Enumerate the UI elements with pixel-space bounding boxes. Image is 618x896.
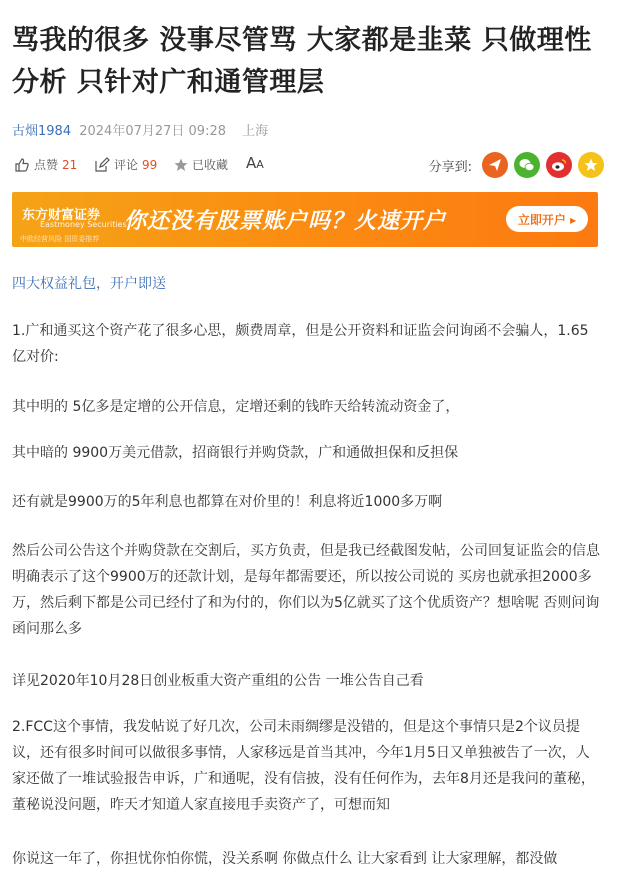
like-button[interactable] bbox=[14, 156, 77, 173]
paragraph: 还有就是9900万的5年利息也都算在对价里的！利息将近1000多万啊 bbox=[12, 494, 443, 510]
promo-link[interactable]: 四大权益礼包，开户即送 bbox=[12, 276, 166, 292]
article-meta bbox=[12, 120, 268, 139]
article-title: 骂我的很多 没事尽管骂 大家都是韭菜 只做理性分析 只针对广和通管理层 bbox=[12, 25, 592, 98]
comment-count: 99 bbox=[142, 157, 158, 172]
banner-logo-en: Eastmoney Securities bbox=[40, 220, 127, 229]
share-bar bbox=[429, 152, 604, 178]
star-icon bbox=[174, 158, 188, 172]
wechat-icon[interactable] bbox=[514, 152, 540, 178]
paragraph: 1.广和通买这个资产花了很多心思，颇费周章，但是公开资料和证监会问询函不会骗人，1.65亿对价: bbox=[12, 323, 589, 365]
favorite-star-icon[interactable] bbox=[578, 152, 604, 178]
thumbs-up-icon bbox=[14, 157, 30, 173]
edit-icon bbox=[94, 157, 110, 173]
banner-logo-tag: 中欧经营风险 国资委推荐 bbox=[20, 235, 100, 243]
paragraph: 其中暗的 9900万美元借款，招商银行并购贷款，广和通做担保和反担保 bbox=[12, 445, 459, 461]
like-count: 21 bbox=[62, 157, 78, 172]
publish-location: 上海 bbox=[242, 124, 269, 139]
paragraph: 详见2020年10月28日创业板重大资产重组的公告 一堆公告自己看 bbox=[12, 673, 424, 689]
author-link[interactable]: 古烟1984 bbox=[12, 124, 72, 139]
action-bar bbox=[14, 152, 604, 178]
paragraph: 你说这一年了，你担忧你怕你慌，没关系啊 你做点什么 让大家看到 让大家理解，都没做 bbox=[12, 851, 558, 867]
banner-logo: 东方财富证券 bbox=[22, 208, 101, 223]
font-size-small: A bbox=[256, 158, 264, 171]
font-size-large: A bbox=[246, 154, 257, 172]
paragraph: 然后公司公告这个并购贷款在交割后，买方负责，但是我已经截图发帖，公司回复证监会的信息明确表示了这个9900万的还款计划，是每年都需要还，所以按公司说的 买房也就承担2000多万，然后剩下都是公司已经付了和为付的，你们以为5亿就买了这个优质资产？想啥呢 否则问询函问那么多 bbox=[12, 543, 600, 637]
paragraph: 其中明的 5亿多是定增的公开信息，定增还剩的钱昨天给转流动资金了， bbox=[12, 399, 460, 415]
promo-banner[interactable] bbox=[12, 192, 598, 247]
share-label: 分享到: bbox=[428, 159, 472, 175]
open-account-button[interactable]: 立即开户 ▸ bbox=[506, 206, 588, 232]
comment-label: 评论 bbox=[114, 158, 139, 172]
collect-label: 已收藏 bbox=[192, 158, 229, 172]
like-label: 点赞 bbox=[34, 158, 59, 172]
collect-button[interactable] bbox=[174, 156, 228, 173]
publish-datetime: 2024年07月27日 09:28 bbox=[79, 124, 226, 139]
weibo-icon[interactable] bbox=[546, 152, 572, 178]
banner-slogan: 你还没有股票账户吗？火速开户 bbox=[124, 209, 447, 234]
paragraph: 2.FCC这个事情，我发帖说了好几次，公司未雨绸缪是没错的，但是这个事情只是2个议员提议，还有很多时间可以做很多事情，人家移远是首当其冲，今年1月5日又单独被告了一次，人家还做了一堆试验报告申诉，广和通呢，没有信披，没有任何作为，去年8月还是我问的董秘，董秘说没问题，昨天才知道人家直接甩手卖资产了，可想而知 bbox=[12, 719, 595, 813]
font-size-button[interactable] bbox=[246, 154, 264, 172]
comment-button[interactable] bbox=[94, 156, 157, 173]
send-icon[interactable] bbox=[482, 152, 508, 178]
